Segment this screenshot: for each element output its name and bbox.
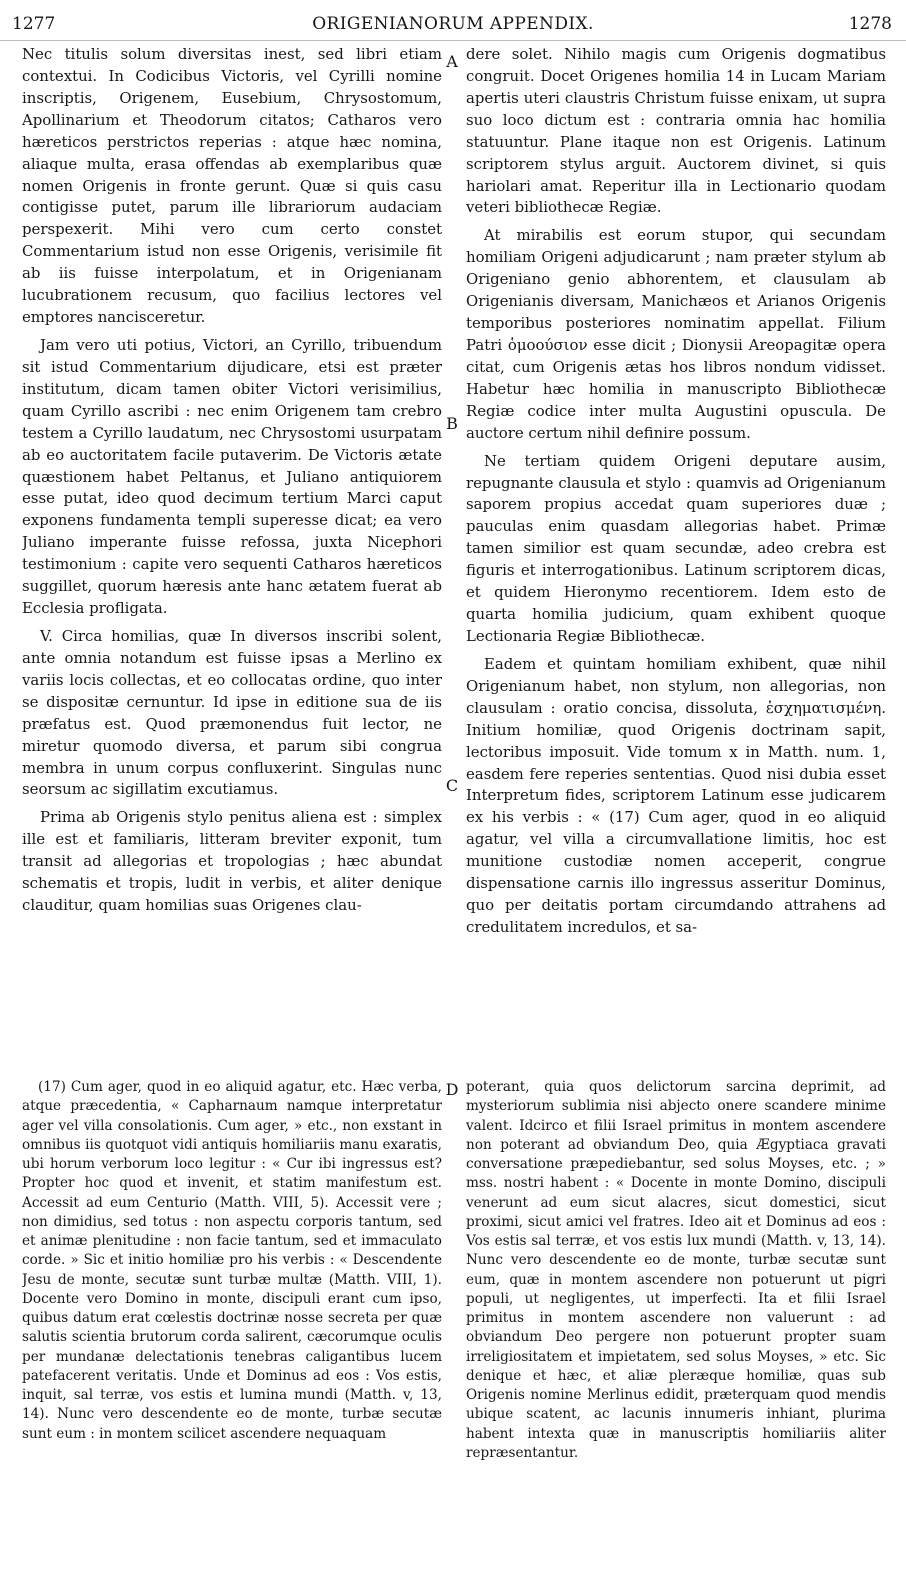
footnote-left-column (22, 1078, 442, 1564)
left-page-number: 1277 (12, 14, 56, 34)
footnote-paragraph: (17) Cum ager, quod in eo aliquid agatur, etc. Hæc verba, atque præcedentia, « Capharnaum namque interpretatur ager vel villa consolationis. Cum ager, » etc., non exstant in omnibus iis quotquot vidi antiquis homiliariis manu exaratis, ubi horum verborum loco legitur : « Cur ibi ingressus est? Propter hoc quod et invenit, et statim manifestum est. Accessit ad eum Centurio (Matth. VIII, 5). Accessit vere ; non dimidius, sed totus : non aspectu corporis tantum, sed et animæ plenitudine : non facie tantum, sed et immaculato corde. » Sic et initio homiliæ pro his verbis : « Descendente Jesu de monte, secutæ sunt turbæ multæ (Matth. VIII, 1). Docente vero Domino in monte, discipuli erant cum ipso, quibus datum erat cœlestis doctrinæ nosse secreta per quæ salutis scientia brutorum corda salirent, cæcorumque oculis per mundanæ delectationis tenebras caligantibus lucem patefacerent veritatis. Unde et Dominus ad eos : Vos estis, inquit, sal terræ, vos estis et lumina mundi (Matth. v, 13, 14). Nunc vero descendente eo de monte, turbæ secutæ sunt eum : in montem scilicet ascendere nequaquam (22, 1079, 442, 1442)
footnote-right-column (466, 1078, 886, 1564)
margin-letter-d: D (445, 1080, 459, 1099)
margin-letter-b: B (446, 414, 458, 433)
paragraph: Ne tertiam quidem Origeni deputare ausim, repugnante clausula et stylo : quamvis ad Origenianum saporem propius accedat quam superiores duæ ; pauculas enim quasdam allegorias habet. Primæ tamen similior est quam secundæ, adeo crebra est figuris et interrogationibus. Latinum scriptorem dicas, et quidem Hieronymo recentiorem. Idem esto de quarta homilia judicium, quam exhibent quoque Lectionaria Regiæ Bibliothecæ. (466, 451, 886, 645)
left-text-column (22, 44, 442, 1066)
paragraph: Prima ab Origenis stylo penitus aliena est : simplex ille est et familiaris, litteram breviter exponit, tum transit ad allegorias et tropologias ; hæc abundat schematis et tropis, ludit in verbis, et aliter denique clauditur, quam homilias suas Origenes clau- (22, 808, 442, 915)
paragraph: Jam vero uti potius, Victori, an Cyrillo, tribuendum sit istud Commentarium dijudicare, etsi est præter institutum, dicam tamen obiter Victori verisimilius, quam Cyrillo ascribi : nec enim Origenem tam crebro testem a Cyrillo laudatum, nec Chrysostomi usurpatam ab eo auctoritatem facile putaverim. De Victoris ætate quæstionem habet Peltanus, et Juliano antiquiorem esse putat, ideo quod decimum tertium Marci caput exponens fundamenta templi superesse dicat; ea vero Juliano imperante fuisse refossa, juxta Nicephori testimonium : capite vero sequenti Catharos hæreticos suggillet, quorum hæresis ante hanc ætatem fuerat ab Ecclesia profligata. (22, 335, 442, 618)
running-title: ORIGENIANORUM APPENDIX. (312, 14, 594, 34)
footnote-paragraph: poterant, quia quos delictorum sarcina deprimit, ad mysteriorum sublimia nisi abjecto onere scandere minime valent. Idcirco et filii Israel primitus in montem ascendere non poterant ad obviandum Deo, quia Ægyptiaca gravati conversatione præpediebantur, sed solus Moyses, etc. ; » mss. nostri habent : « Docente in monte Domino, discipuli venerunt ad eum sicut alacres, sicut domestici, sicut proximi, sicut amici vel fratres. Ideo ait et Dominus ad eos : Vos estis sal terræ, et vos estis lux mundi (Matth. v, 13, 14). Nunc vero descendente eo de monte, turbæ secutæ sunt eum, quæ in montem ascendere non potuerunt ut pigri populi, ut negligentes, ut imperfecti. Ita et filii Israel primitus in montem ascendere non valuerunt : ad obviandum Deo pergere non potuerunt propter suam irreligiositatem et impietatem, sed solus Moyses, » etc. Sic denique et hæc, et aliæ pleræque homiliæ, quas sub Origenis nomine Merlinus edidit, præterquam quod mendis ubique scatent, ac lacunis innumeris inhiant, plurima habent intexta quæ in manuscriptis homiliariis aliter repræsentantur. (466, 1079, 886, 1461)
paragraph: Nec titulis solum diversitas inest, sed libri etiam contextui. In Codicibus Victoris, vel Cyrilli nomine inscriptis, Origenem, Eusebium, Chrysostomum, Apollinarium et Theodorum citatos; Catharos vero hæreticos perstrictos reperias : atque hæc nomina, aliaque multa, erasa offendas ab exemplaribus quæ nomen Origenis in fronte gerunt. Quæ si quis casu contigisse putet, parum ille librariorum audaciam perspexerit. Mihi vero cum certo constet Commentarium istud non esse Origenis, verisimile fit ab iis fuisse interpolatum, et in Origenianam lucubrationem recusum, quo facilius lectores vel emptores nancisceretur. (22, 45, 442, 327)
paragraph: V. Circa homilias, quæ In diversos inscribi solent, ante omnia notandum est fuisse ipsas a Merlino ex variis locis collectas, et eo collocatas ordine, quo inter se dispositæ cernuntur. Id ipse in editione sua de iis præfatus est. Quod præmonendus fuit lector, ne miretur quomodo diversa, et parum sibi congrua membra in unum corpus confluxerint. Singulas nunc seorsum ac sigillatim excutiamus. (22, 626, 442, 799)
paragraph: At mirabilis est eorum stupor, qui secundam homiliam Origeni adjudicarunt ; nam præter stylum ab Origeniano genio abhorentem, et clausulam ab Origenianis diversam, Manichæos et Arianos Origenis temporibus posteriores nominatim appellat. Filium Patri ὁμοούσιον esse dicit ; Dionysii Areopagitæ opera citat, cum Origenis ætas hos libros nondum vidisset. Habetur hæc homilia in manuscripto Bibliothecæ Regiæ codice inter multa Augustini opuscula. De auctore certum nihil definire possum. (466, 226, 886, 442)
right-text-column (466, 44, 886, 1066)
right-page-number: 1278 (848, 14, 892, 34)
paragraph: Eadem et quintam homiliam exhibent, quæ nihil Origenianum habet, non stylum, non allegorias, non clausulam : oratio concisa, dissoluta, ἐσχηματισμένη. Initium homiliæ, quod Origenis doctrinam sapit, lectoribus imposuit. Vide tomum x in Matth. num. 1, easdem fere reperies sententias. Quod nisi dubia esset Interpretum fides, scriptorem Latinum esse judicarem ex his verbis : « (17) Cum ager, quod in eo aliquid agatur, vel villa a circumvallatione limitis, hoc est munitione custodiæ nomen acceperit, congrue dispensatione carnis illo ingressus asseritur Dominus, quo per deitatis portam circumdando attrahens ad credulitatem incredulos, et sa- (466, 654, 886, 936)
margin-letter-c: C (445, 776, 459, 795)
margin-letter-a: A (446, 52, 458, 71)
paragraph: dere solet. Nihilo magis cum Origenis dogmatibus congruit. Docet Origenes homilia 14 in Lucam Mariam apertis uteri claustris Christum fuisse enixam, ut supra suo loco dictum est : contraria omnia hac homilia statuuntur. Plane itaque non est Origenis. Latinum scriptorem stylus arguit. Auctorem divinet, si quis hariolari amat. Reperitur illa in Lectionario quodam veteri bibliothecæ Regiæ. (466, 45, 886, 217)
page-header (0, 10, 906, 41)
